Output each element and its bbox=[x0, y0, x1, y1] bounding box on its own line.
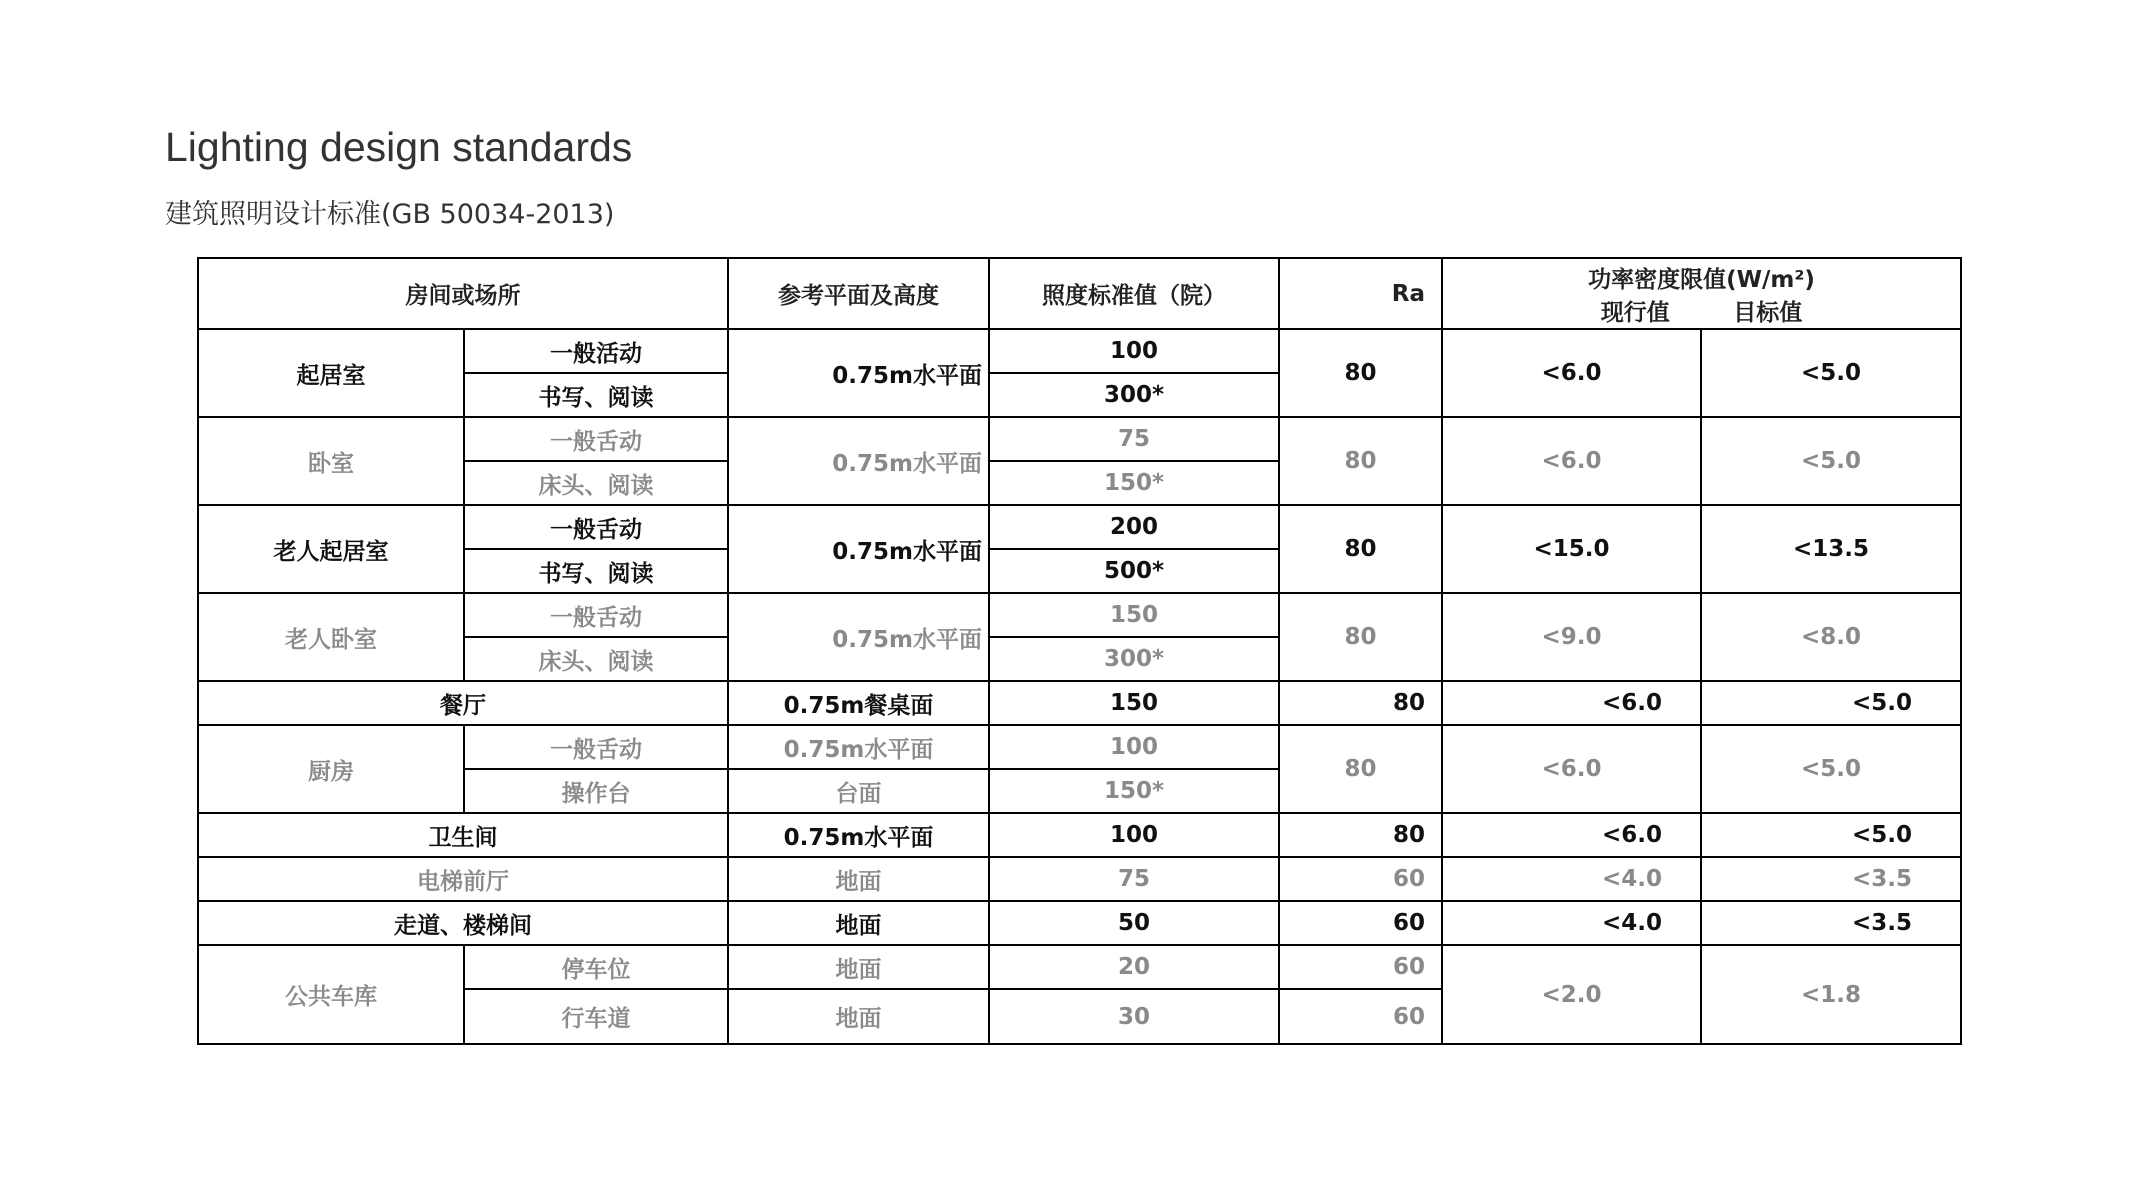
table-header-row bbox=[198, 258, 1961, 329]
lux-cell: 20 bbox=[989, 945, 1279, 989]
power-current-cell: <6.0 bbox=[1442, 813, 1701, 857]
power-target-cell: <5.0 bbox=[1701, 725, 1961, 813]
power-target-cell: <5.0 bbox=[1701, 417, 1961, 505]
room-cell: 卧室 bbox=[198, 417, 464, 505]
activity-cell: 一般舌动 bbox=[464, 417, 728, 461]
table-row bbox=[198, 417, 1961, 461]
header-plane: 参考平面及高度 bbox=[728, 258, 989, 329]
lux-cell: 500* bbox=[989, 549, 1279, 593]
power-current-cell: <15.0 bbox=[1442, 505, 1701, 593]
activity-cell: 一般舌动 bbox=[464, 505, 728, 549]
power-current-cell: <6.0 bbox=[1442, 329, 1701, 417]
activity-cell: 床头、阅读 bbox=[464, 637, 728, 681]
lux-cell: 300* bbox=[989, 373, 1279, 417]
ra-cell: 80 bbox=[1279, 725, 1442, 813]
plane-cell: 0.75m餐桌面 bbox=[728, 681, 989, 725]
power-current-cell: <6.0 bbox=[1442, 681, 1701, 725]
power-current-cell: <2.0 bbox=[1442, 945, 1701, 1044]
power-current-cell: <4.0 bbox=[1442, 901, 1701, 945]
table-row bbox=[198, 725, 1961, 769]
lux-cell: 30 bbox=[989, 989, 1279, 1044]
lux-cell: 100 bbox=[989, 813, 1279, 857]
room-cell: 电梯前厅 bbox=[198, 857, 728, 901]
ra-cell: 60 bbox=[1279, 901, 1442, 945]
plane-cell: 0.75m水平面 bbox=[728, 725, 989, 769]
header-power-label: 功率密度限值(W/m²) bbox=[1588, 266, 1815, 293]
ra-cell: 80 bbox=[1279, 681, 1442, 725]
power-target-cell: <3.5 bbox=[1701, 857, 1961, 901]
room-cell: 公共车库 bbox=[198, 945, 464, 1044]
plane-cell: 地面 bbox=[728, 989, 989, 1044]
plane-cell: 0.75m水平面 bbox=[728, 813, 989, 857]
lux-cell: 150 bbox=[989, 593, 1279, 637]
table-row bbox=[198, 505, 1961, 549]
room-cell: 老人卧室 bbox=[198, 593, 464, 681]
lux-cell: 75 bbox=[989, 857, 1279, 901]
plane-cell: 0.75m水平面 bbox=[728, 505, 989, 593]
page-title: Lighting design standards bbox=[165, 124, 633, 170]
activity-cell: 停车位 bbox=[464, 945, 728, 989]
power-current-cell: <6.0 bbox=[1442, 417, 1701, 505]
activity-cell: 一般活动 bbox=[464, 329, 728, 373]
ra-cell: 60 bbox=[1279, 945, 1442, 989]
room-cell: 老人起居室 bbox=[198, 505, 464, 593]
table-row bbox=[198, 945, 1961, 989]
activity-cell: 书写、阅读 bbox=[464, 549, 728, 593]
plane-cell: 0.75m水平面 bbox=[728, 417, 989, 505]
table-row bbox=[198, 901, 1961, 945]
activity-cell: 一般舌动 bbox=[464, 593, 728, 637]
header-power-current: 现行值 bbox=[1600, 299, 1670, 326]
power-target-cell: <13.5 bbox=[1701, 505, 1961, 593]
lux-cell: 75 bbox=[989, 417, 1279, 461]
plane-cell: 0.75m水平面 bbox=[728, 329, 989, 417]
room-cell: 餐厅 bbox=[198, 681, 728, 725]
ra-cell: 80 bbox=[1279, 505, 1442, 593]
power-current-cell: <4.0 bbox=[1442, 857, 1701, 901]
header-lux: 照度标准值（院） bbox=[989, 258, 1279, 329]
lux-cell: 100 bbox=[989, 329, 1279, 373]
header-power-target: 目标值 bbox=[1733, 299, 1803, 326]
ra-cell: 80 bbox=[1279, 593, 1442, 681]
plane-cell: 地面 bbox=[728, 857, 989, 901]
activity-cell: 行车道 bbox=[464, 989, 728, 1044]
plane-cell: 地面 bbox=[728, 901, 989, 945]
activity-cell: 一般舌动 bbox=[464, 725, 728, 769]
ra-cell: 80 bbox=[1279, 417, 1442, 505]
ra-cell: 80 bbox=[1279, 329, 1442, 417]
power-current-cell: <6.0 bbox=[1442, 725, 1701, 813]
plane-cell: 0.75m水平面 bbox=[728, 593, 989, 681]
ra-cell: 80 bbox=[1279, 813, 1442, 857]
power-target-cell: <8.0 bbox=[1701, 593, 1961, 681]
lux-cell: 150 bbox=[989, 681, 1279, 725]
room-cell: 起居室 bbox=[198, 329, 464, 417]
lux-cell: 50 bbox=[989, 901, 1279, 945]
lux-cell: 200 bbox=[989, 505, 1279, 549]
room-cell: 卫生间 bbox=[198, 813, 728, 857]
room-cell: 走道、楼梯间 bbox=[198, 901, 728, 945]
page-subtitle: 建筑照明设计标准(GB 50034-2013) bbox=[165, 199, 615, 230]
ra-cell: 60 bbox=[1279, 989, 1442, 1044]
lighting-standards-table bbox=[197, 257, 1962, 1045]
activity-cell: 床头、阅读 bbox=[464, 461, 728, 505]
header-power-density bbox=[1442, 258, 1961, 329]
table-row bbox=[198, 813, 1961, 857]
power-target-cell: <5.0 bbox=[1701, 681, 1961, 725]
activity-cell: 操作台 bbox=[464, 769, 728, 813]
ra-cell: 60 bbox=[1279, 857, 1442, 901]
table-row bbox=[198, 681, 1961, 725]
header-room: 房间或场所 bbox=[198, 258, 728, 329]
lux-cell: 300* bbox=[989, 637, 1279, 681]
lux-cell: 100 bbox=[989, 725, 1279, 769]
lux-cell: 150* bbox=[989, 461, 1279, 505]
power-target-cell: <5.0 bbox=[1701, 813, 1961, 857]
plane-cell: 台面 bbox=[728, 769, 989, 813]
lux-cell: 150* bbox=[989, 769, 1279, 813]
power-target-cell: <5.0 bbox=[1701, 329, 1961, 417]
table-row bbox=[198, 857, 1961, 901]
table-row bbox=[198, 593, 1961, 637]
power-target-cell: <1.8 bbox=[1701, 945, 1961, 1044]
header-ra: Ra bbox=[1279, 258, 1442, 329]
activity-cell: 书写、阅读 bbox=[464, 373, 728, 417]
power-target-cell: <3.5 bbox=[1701, 901, 1961, 945]
room-cell: 厨房 bbox=[198, 725, 464, 813]
table-row bbox=[198, 329, 1961, 373]
power-current-cell: <9.0 bbox=[1442, 593, 1701, 681]
plane-cell: 地面 bbox=[728, 945, 989, 989]
